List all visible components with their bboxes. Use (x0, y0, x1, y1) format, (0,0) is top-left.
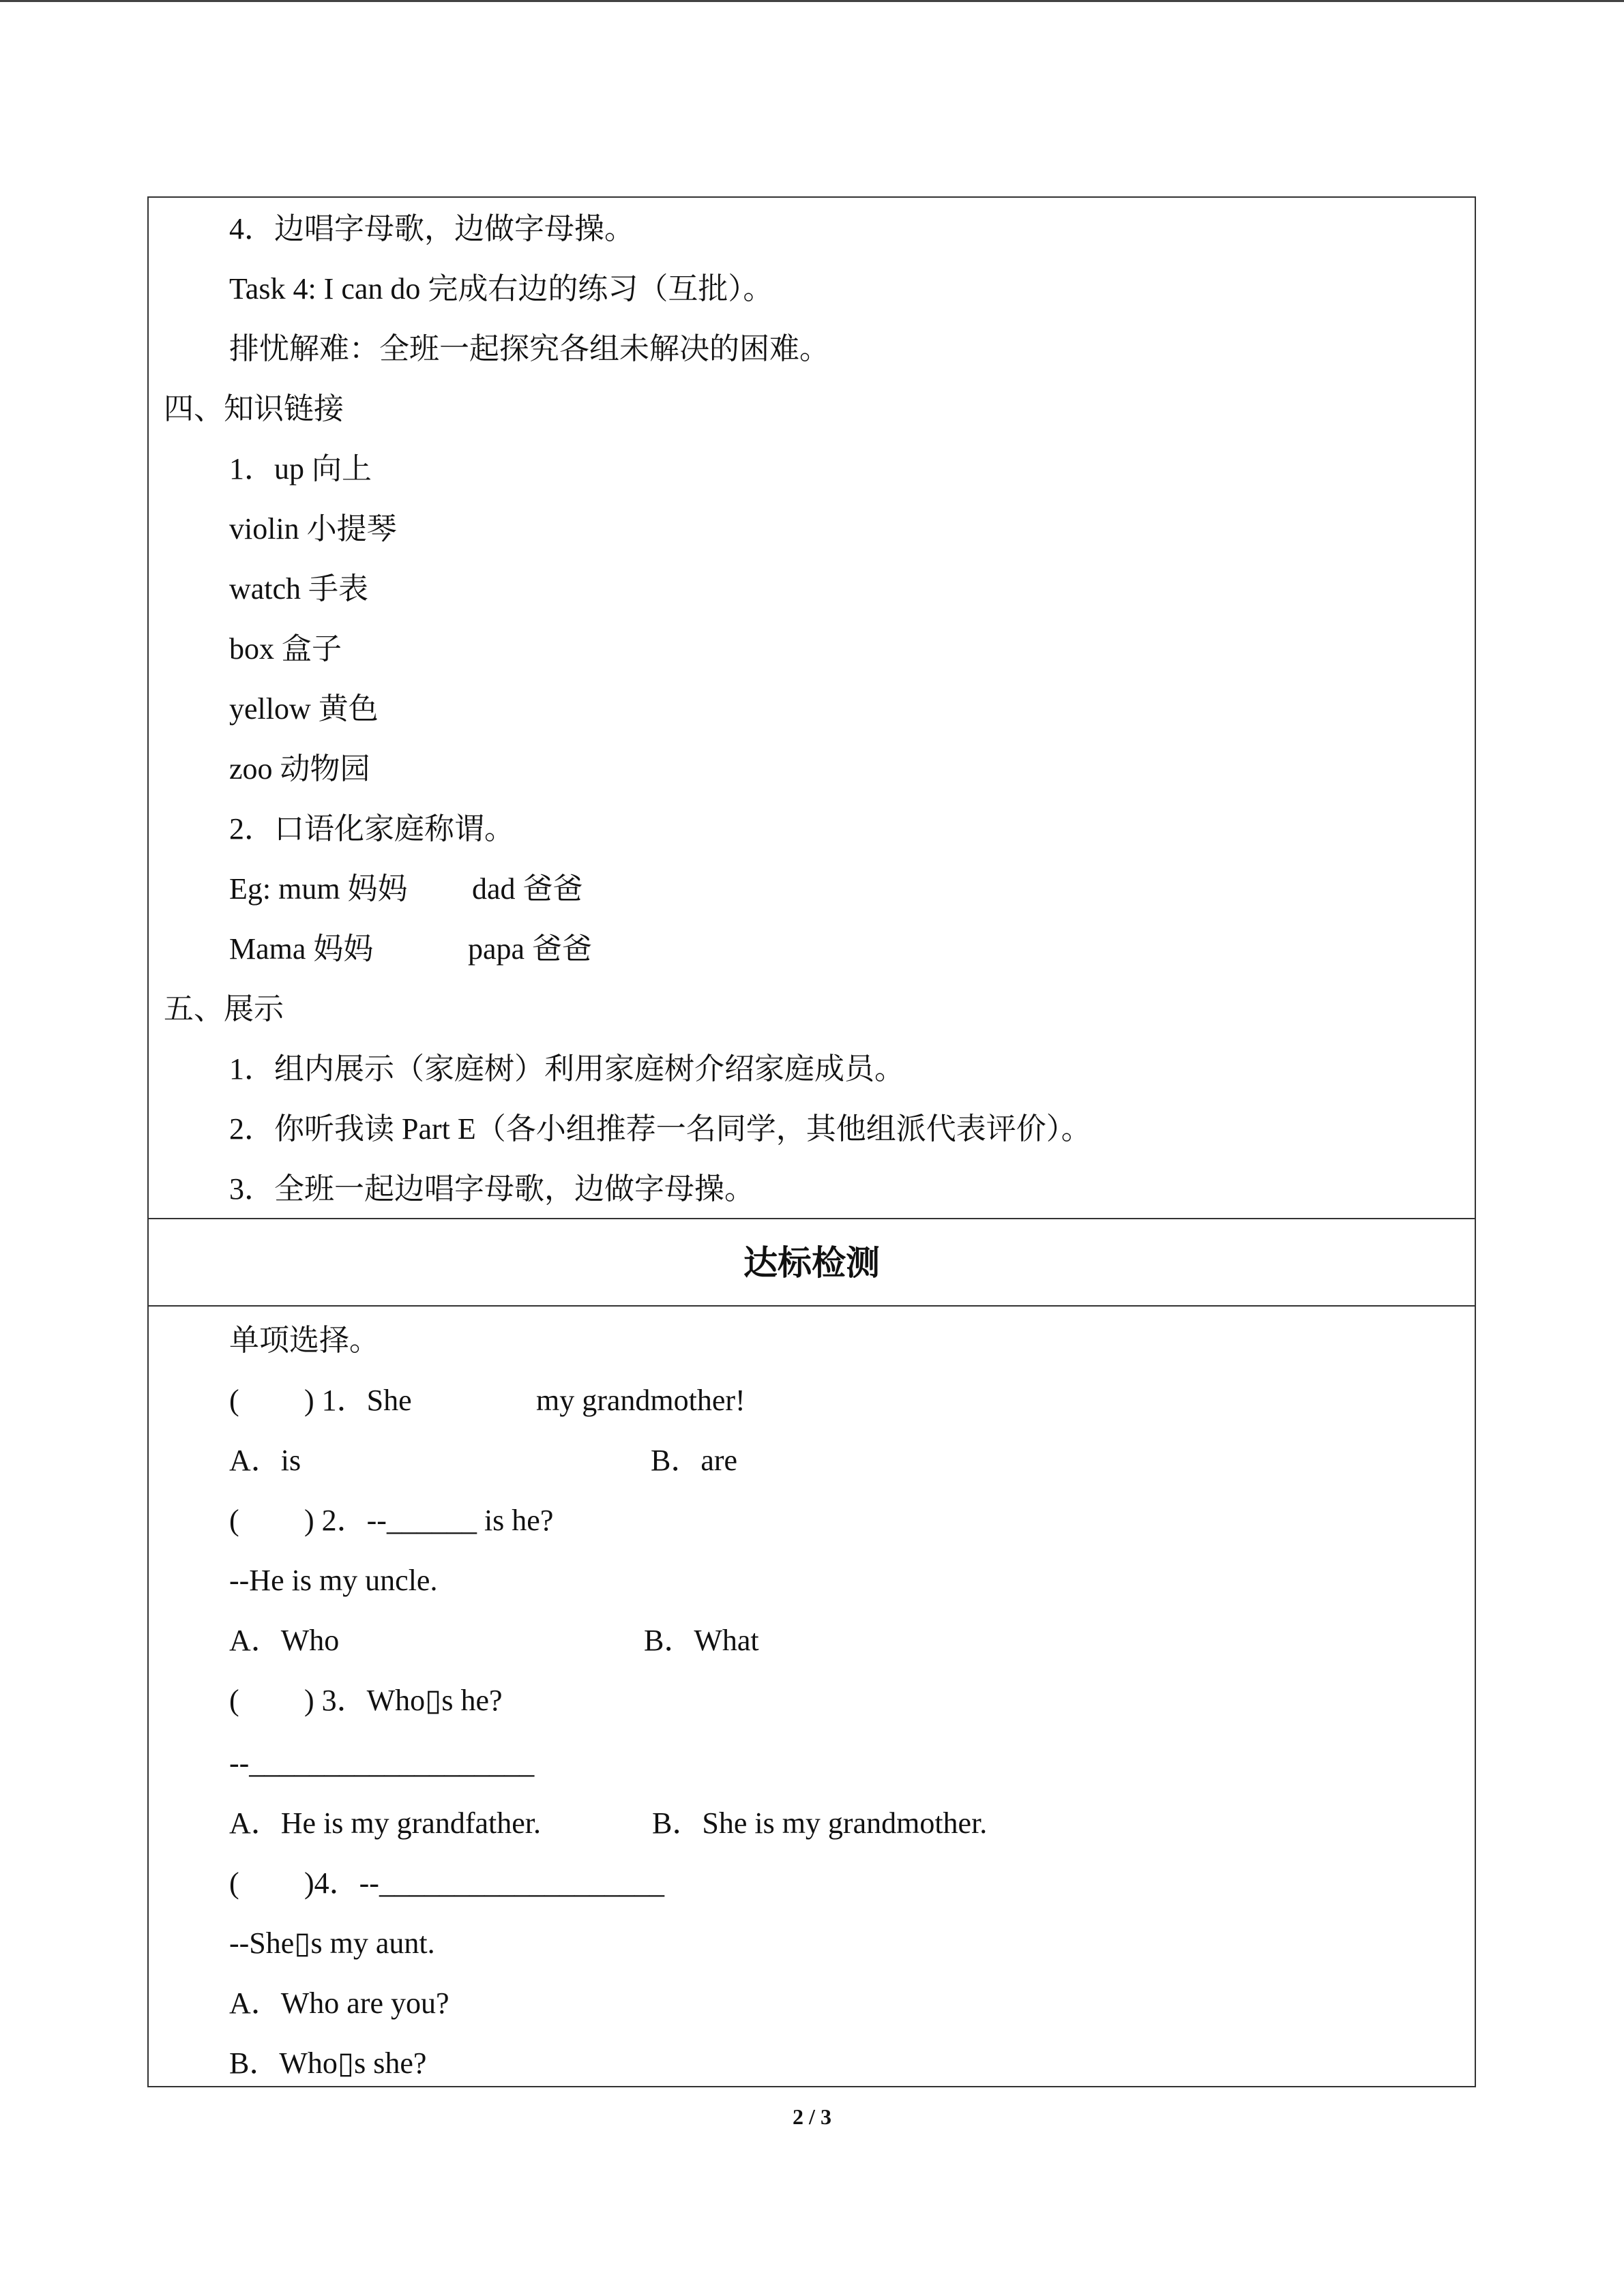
content-section-1 (147, 196, 1476, 1219)
q2-stem: ) 2．--______ is he? (304, 1504, 554, 1537)
vocab-line: zoo 动物园 (229, 752, 370, 786)
q4-open-paren: ( (229, 1866, 239, 1900)
q1-stem-rest: my grandmother! (536, 1384, 745, 1417)
heading-section (147, 1218, 1476, 1307)
section-heading-knowledge-link: 四、知识链接 (164, 392, 344, 426)
q3-blank: --___________________ (229, 1746, 535, 1780)
q2-option-a: A．Who (229, 1624, 340, 1657)
vocab-line: 1．up 向上 (229, 452, 372, 486)
vocab-line: violin 小提琴 (229, 512, 397, 546)
text-line: 2．你听我读 Part E（各小组推荐一名同学，其他组派代表评价）。 (229, 1112, 1091, 1146)
exercise-intro: 单项选择。 (229, 1324, 379, 1357)
vocab-line: box 盒子 (229, 632, 342, 666)
q2-answer: --He is my uncle. (229, 1564, 438, 1597)
q1-option-b: B．are (651, 1444, 738, 1477)
mama-term-a: Mama 妈妈 (229, 932, 374, 966)
section-title: 达标检测 (743, 1243, 880, 1283)
section-heading-display: 五、展示 (164, 992, 284, 1026)
text-line: 4．边唱字母歌，边做字母操。 (229, 212, 634, 245)
text-line: 排忧解难：全班一起探究各组未解决的困难。 (229, 332, 829, 366)
q1-open-paren: ( (229, 1384, 239, 1417)
q2-open-paren: ( (229, 1504, 239, 1537)
q3-open-paren: ( (229, 1684, 239, 1717)
page-number: 2 / 3 (793, 2104, 831, 2129)
q3-option-a: A．He is my grandfather. (229, 1806, 541, 1840)
top-border-line (0, 0, 1624, 2)
text-line: Task 4: I can do 完成右边的练习（互批）。 (229, 272, 773, 305)
q1-stem: ) 1．She (304, 1384, 412, 1417)
q2-option-b: B．What (644, 1624, 759, 1657)
q3-option-b: B．She is my grandmother. (652, 1806, 988, 1840)
q4-option-a: A．Who are you? (229, 1986, 449, 2020)
q4-answer: --She▯s my aunt. (229, 1926, 435, 1960)
text-line: 3．全班一起边唱字母歌，边做字母操。 (229, 1172, 754, 1206)
vocab-line: yellow 黄色 (229, 692, 379, 726)
eg-term-b: dad 爸爸 (472, 872, 583, 906)
q4-stem: )4．--___________________ (304, 1866, 664, 1900)
exercise-section (147, 1305, 1476, 2087)
eg-term-a: Eg: mum 妈妈 (229, 872, 408, 906)
mama-term-b: papa 爸爸 (468, 932, 593, 966)
text-line: 2．口语化家庭称谓。 (229, 812, 514, 846)
q3-stem: ) 3．Who▯s he? (304, 1684, 503, 1717)
text-line: 1．组内展示（家庭树）利用家庭树介绍家庭成员。 (229, 1052, 904, 1086)
vocab-line: watch 手表 (229, 572, 369, 606)
q4-option-b: B．Who▯s she? (229, 2046, 427, 2080)
q1-option-a: A．is (229, 1444, 301, 1477)
